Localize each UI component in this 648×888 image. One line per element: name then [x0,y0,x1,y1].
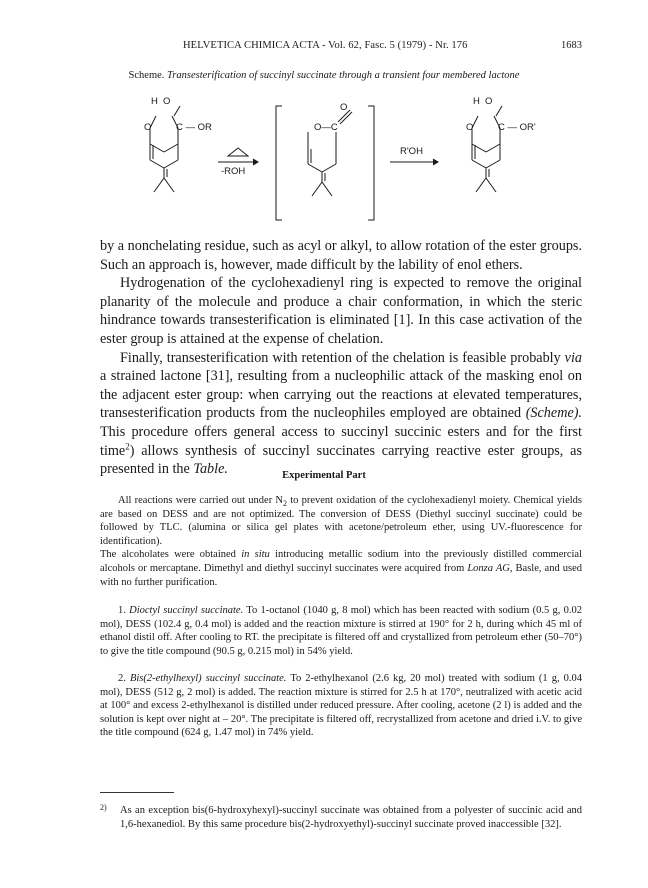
ester-group-or: C — OR [176,122,212,133]
paragraph-3-part-a: Finally, transesterification with retention of the chelation is feasible probably [120,349,561,366]
footnote-text: As an exception bis(6-hydroxyhexyl)-succinyl succinate was obtained from a polyester of succinic acid and 1,6-hexanediol. By this same procedure bis(2-hydroxyethyl)-succinyl succinate proved inaccessible [32]. [120,805,582,830]
procedure-2-number: 2. [118,673,126,684]
procedure-1-number: 1. [118,605,126,616]
procedure-1-paragraph [100,604,582,658]
paragraph-3-part-d: ) allows synthesis of succinyl succinates carrying reactive ester groups, as presented in the [100,442,582,478]
label-minus-roh: -ROH [221,166,246,177]
product-molecule [472,106,502,192]
supplier-name: Lonza AG, [467,562,513,574]
body-text [100,237,582,479]
paragraph-3 [100,349,582,479]
atom-o-1: O [163,96,171,107]
alcoholates-paragraph [100,548,582,589]
reactant-molecule [150,106,180,192]
paragraph-3-part-b: a strained lactone [31], resulting from a nucleophilic attack of the masking enol on the adjacent ester group: when carrying out the reactions at elevated temperatures, transesterification products from the nucleophiles employed are obtained [100,368,582,422]
atom-o-4: O [485,96,493,107]
atom-o-2: O [144,122,152,133]
reaction-scheme [100,88,560,234]
experimental-heading: Experimental Part [282,470,366,481]
procedure-1-text: To 1-octanol (1040 g, 8 mol) which has been reacted with sodium (0.5 g, 0.02 mol), DESS (102.4 g, 0.4 mol) is added and the reaction mixture is stirred at 190° for 2 h, during which 45 ml of ethanol distil off. After cooling to RT. the precipitate is filtered off and crystallized from petroleum ether (50–70°) to give the title compound (90.5 g, 0.215 mol) in 54% yield. [100,605,582,657]
atom-o-3: O [340,102,348,113]
footnote [100,804,582,831]
procedure-1 [100,604,582,658]
scheme-caption-prefix: Scheme. [128,70,165,81]
procedure-2-title: Bis(2-ethylhexyl) succinyl succinate. [129,673,287,684]
ester-group-orp: C — OR' [498,122,536,133]
label-rprime-oh: R'OH [400,146,423,157]
footnote-reference: 2 [125,440,130,451]
procedure-1-title: Dioctyl succinyl succinate. [129,605,244,616]
procedure-2-text: To 2-ethylhexanol (2.6 kg, 20 mol) treated with sodium (1 g, 0.04 mol), DESS (512 g, 2 mol) is added. The reaction mixture is stirred for 2.5 h at 170°, neutralized with acetic acid at 100° and excess 2-ethylhexanol is distilled under reduced pressure. After cooling, acetone (2 l) is added and the solution is kept over night at – 20°. The precipitate is filtered off, recrystallized from acetone and dried i.V. to give the title compound (624 g, 1.47 mol) in 74% yield. [100,673,583,739]
footnote-divider [100,792,174,793]
atom-h-2: H [473,96,480,107]
alcoholates-part-1: The alcoholates were obtained [100,549,236,561]
atom-o-5: O [466,122,474,133]
experimental-intro [100,494,582,589]
running-header [100,40,582,54]
atom-h-1: H [151,96,158,107]
lactone-o-c: O—C [314,122,338,133]
alcoholates-part-3: Basle, and used with no further purification. [100,562,582,588]
scheme-caption-title: Transesterification of succinyl succinate through a transient four membered lactone [167,70,520,81]
journal-citation: HELVETICA CHIMICA ACTA - Vol. 62, Fasc. 5 (1979) - Nr. 176 [183,40,468,51]
procedure-2 [100,672,582,740]
paragraph-3-part-c: This procedure offers general access to succinyl succinic esters and for the first time [100,423,582,459]
footnote-mark: 2) [100,803,107,812]
scheme-caption [0,70,648,81]
via-emphasis: via [564,349,583,366]
paragraph-1: by a nonchelating residue, such as acyl or alkyl, to allow rotation of the ester groups. Such an approach is, however, made difficult by the lability of enol ethers. [100,238,582,273]
table-reference: Table. [193,461,228,478]
experimental-intro-paragraph [100,494,582,548]
intro-part-b: to prevent oxidation of the cyclohexadienyl moiety. Chemical yields are based on DESS and are not optimized. The conversion of DESS (Diethyl succinyl succinate) could be followed by TLC. (alumina or silica gel plates with acetone/petroleum ether, using UV.-fluorescence for identification). [100,495,583,547]
in-situ-emphasis: in situ [241,549,270,561]
intro-part-a: All reactions were carried out under N [118,495,284,506]
procedure-2-paragraph [100,672,582,740]
paragraph-2: Hydrogenation of the cyclohexadienyl ring is expected to remove the original planarity of the molecule and produce a chair conformation, in which the steric hindrance towards transesterification is eliminated [1]. In this case activation of the ester group is attained at the expense of chelation. [100,275,582,347]
nitrogen-subscript: 2 [283,499,288,509]
alcoholates-part-2: introducing metallic sodium into the previously distilled commercial alcohols or mercaptane. Dimethyl and diethyl succinyl succinates were acquired from [100,549,583,574]
scheme-reference: (Scheme). [525,405,583,422]
page-number: 1683 [561,40,582,51]
